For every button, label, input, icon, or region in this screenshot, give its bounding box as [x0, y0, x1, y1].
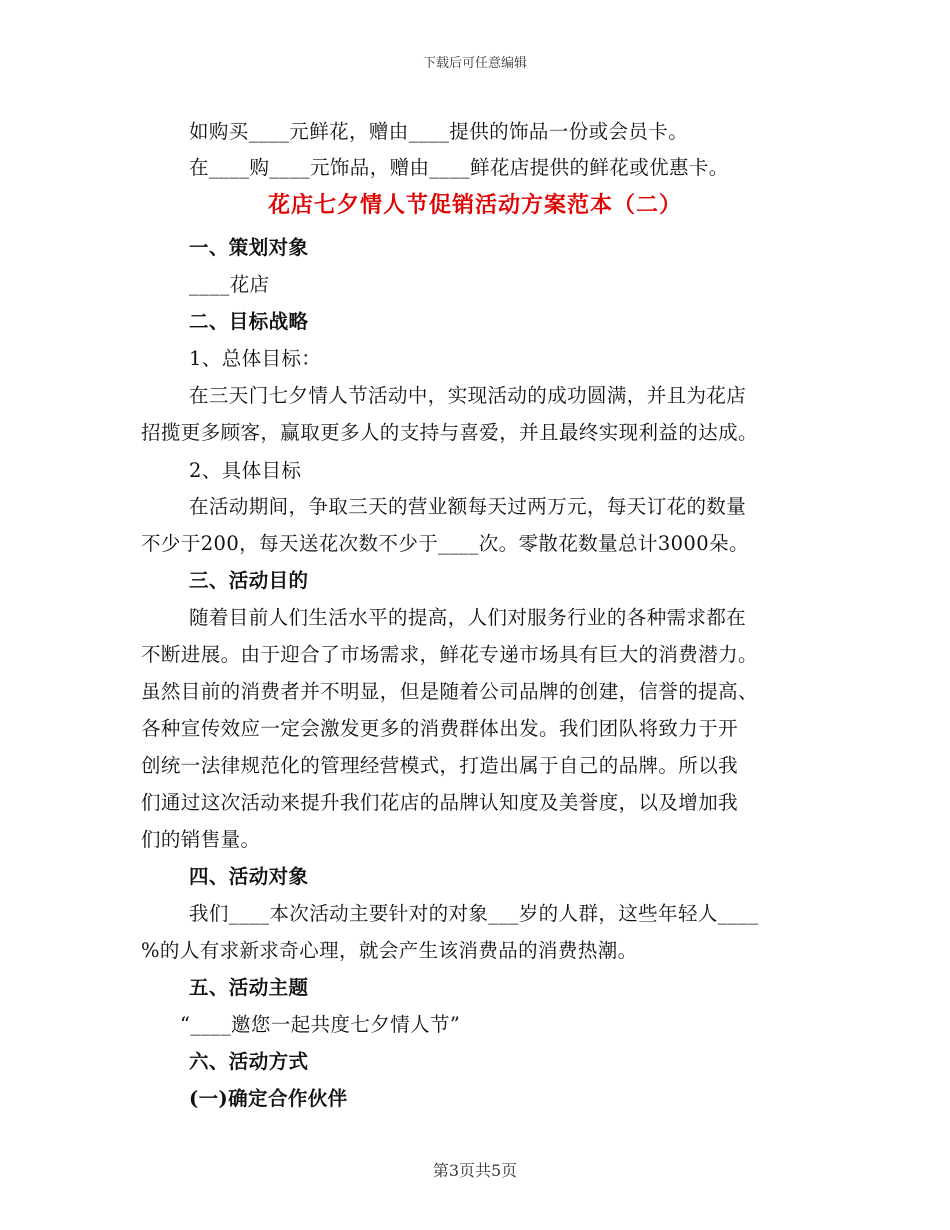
paragraph-line: %的人有求新求奇心理，就会产生该消费品的消费热潮。 [141, 939, 638, 962]
paragraph-line: 各种宣传效应一定会激发更多的消费群体出发。我们团队将致力于开 [141, 717, 739, 740]
section-heading: 四、活动对象 [189, 865, 309, 888]
section-heading: (一)确定合作伙伴 [189, 1087, 348, 1110]
paragraph-line: 在三天门七夕情人节活动中，实现活动的成功圆满，并且为花店 [189, 384, 747, 407]
subheading: 2、具体目标 [189, 459, 302, 482]
section-heading: 五、活动主题 [189, 976, 309, 999]
paragraph-line: 招揽更多顾客，赢取更多人的支持与喜爱，并且最终实现利益的达成。 [141, 421, 758, 444]
paragraph-line: 们通过这次活动来提升我们花店的品牌认知度及美誉度，以及增加我 [141, 791, 739, 814]
paragraph-line: 如购买____元鲜花，赠由____提供的饰品一份或会员卡。 [189, 120, 689, 143]
section-heading: 六、活动方式 [189, 1050, 309, 1073]
paragraph-line: 在活动期间，争取三天的营业额每天过两万元，每天订花的数量 [189, 495, 747, 518]
page-header: 下载后可任意编辑 [422, 56, 527, 71]
section-heading: 三、活动目的 [189, 569, 309, 592]
paragraph-line: 不少于200，每天送花次数不少于____次。零散花数量总计3000朵。 [141, 532, 749, 555]
paragraph-line: 不断进展。由于迎合了市场需求，鲜花专递市场具有巨大的消费潜力。 [141, 643, 758, 666]
paragraph-line: 在____购____元饰品，赠由____鲜花店提供的鲜花或优惠卡。 [189, 156, 729, 179]
paragraph-line: 随着目前人们生活水平的提高，人们对服务行业的各种需求都在 [189, 606, 747, 629]
paragraph-line: 我们____本次活动主要针对的对象___岁的人群，这些年轻人____ [189, 902, 759, 925]
paragraph-line: ____花店 [189, 273, 270, 296]
subheading: 1、总体目标： [189, 347, 322, 370]
section-heading: 一、策划对象 [189, 236, 309, 259]
section-heading: 二、目标战略 [189, 310, 309, 333]
paragraph-line: 们的销售量。 [141, 828, 261, 851]
paragraph-line: 虽然目前的消费者并不明显，但是随着公司品牌的创建，信誉的提高、 [141, 680, 758, 703]
paragraph-line: 创统一法律规范化的管理经营模式，打造出属于自己的品牌。所以我 [141, 754, 739, 777]
document-title: 花店七夕情人节促销活动方案范本（二） [267, 192, 682, 218]
paragraph-line: “____邀您一起共度七夕情人节” [180, 1013, 461, 1036]
page-footer: 第3页共5页 [432, 1161, 518, 1180]
